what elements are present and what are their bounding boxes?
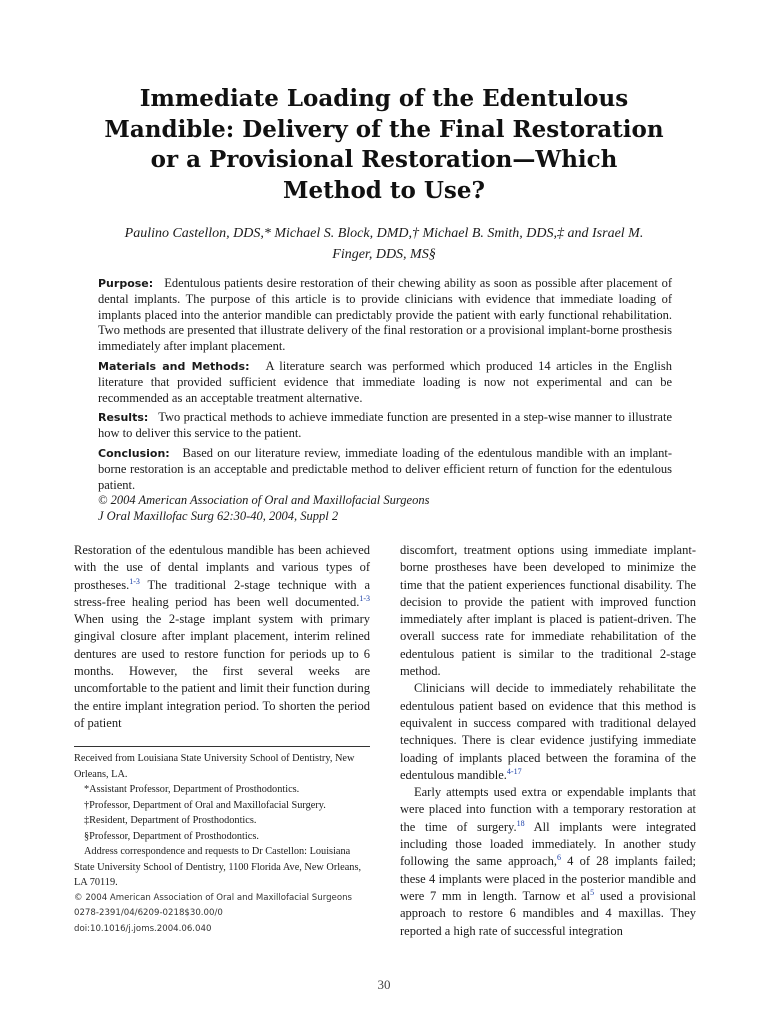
article-title: Immediate Loading of the Edentulous Mandible: Delivery of the Final Restoration or a Provisional Restoration—Which Method to Use? <box>104 85 664 204</box>
body-text: When using the 2-stage implant system with primary gingival closure after implant placement, interim relined dentures are used to restore function for periods up to 6 months. However, the first several weeks are uncomfortable to the patient and limit their function during the entire implant integration period. To shorten the period of patient <box>74 612 370 730</box>
footnote-affiliation: ‡Resident, Department of Prosthodontics. <box>84 815 257 826</box>
body-text: Restoration of the edentulous mandible has been achieved with the use of dental implants and various types of prostheses. <box>74 543 370 592</box>
body-column-left <box>74 542 370 732</box>
abstract-conclusion-heading: Conclusion: <box>98 446 170 460</box>
abstract-results <box>98 410 672 442</box>
reference-link[interactable]: 18 <box>516 818 525 828</box>
abstract-methods <box>98 359 672 406</box>
abstract-conclusion <box>98 446 672 493</box>
footnote-address: Address correspondence and requests to Dr Castellon: Louisiana State University School of Dentistry, 1100 Florida Ave, New Orleans, LA 70119. <box>74 846 362 888</box>
body-text: The traditional 2-stage technique with a stress-free healing period has been well documented. <box>74 577 370 609</box>
footnote-affiliation: §Professor, Department of Prosthodontics. <box>84 830 259 842</box>
reference-link[interactable]: 1-3 <box>359 593 370 603</box>
abstract-methods-heading: Materials and Methods: <box>98 359 250 373</box>
body-text: 4 of 28 implants failed; these 4 implants were placed in the posterior mandible and were 7 mm in length. Tarnow et al <box>400 854 696 903</box>
footnote-issn: 0278-2391/04/6209-0218$30.00/0 <box>74 908 223 918</box>
body-paragraph <box>400 680 696 784</box>
body-text: Early attempts used extra or expendable implants that were placed into function with a temporary restoration at the time of surgery. <box>400 785 696 834</box>
reference-link[interactable]: 4-17 <box>506 766 522 776</box>
journal-citation: J Oral Maxillofac Surg 62:30-40, 2004, Suppl 2 <box>98 509 339 524</box>
body-text: All implants were integrated including those loaded immediately. In another study following the same approach, <box>400 819 696 869</box>
abstract-copyright: © 2004 American Association of Oral and Maxillofacial Surgeons <box>98 493 430 508</box>
body-column-right <box>400 542 696 940</box>
abstract-methods-text: A literature search was performed which produced 14 articles in the English literature that provided sufficient evidence that immediate loading is now not experimental and can be recommended as an acceptable treatment alternative. <box>98 358 673 405</box>
footnote-divider <box>74 746 370 747</box>
reference-link[interactable]: 1-3 <box>129 576 140 586</box>
reference-link[interactable]: 6 <box>557 853 561 863</box>
footnote-copyright: © 2004 American Association of Oral and Maxillofacial Surgeons <box>74 892 353 903</box>
body-text: used a provisional approach to restore 6 mandibles and 4 maxillas. They reported a high rate of successful integration <box>400 888 696 938</box>
footnote-affiliation: †Professor, Department of Oral and Maxillofacial Surgery. <box>84 799 326 811</box>
abstract-purpose-heading: Purpose: <box>98 277 154 290</box>
abstract-purpose <box>98 276 672 355</box>
abstract-results-heading: Results: <box>98 411 149 425</box>
footnote-received: Received from Louisiana State University School of Dentistry, New Orleans, LA. <box>74 753 355 780</box>
footnotes <box>74 751 370 937</box>
abstract-conclusion-text: Based on our literature review, immediate loading of the edentulous mandible with an implant-borne restoration is an acceptable and predictable method to deliver efficient return of function for the edentulous patient. <box>98 445 673 492</box>
abstract-results-text: Two practical methods to achieve immediate function are presented in a step-wise manner to illustrate how to deliver this service to the patient. <box>98 410 672 441</box>
footnote-affiliation: *Assistant Professor, Department of Prosthodontics. <box>84 784 300 795</box>
body-paragraph <box>74 542 370 732</box>
reference-link[interactable]: 5 <box>590 887 595 897</box>
body-paragraph <box>400 784 696 940</box>
footnote-doi[interactable]: doi:10.1016/j.joms.2004.06.040 <box>74 923 212 934</box>
body-paragraph: discomfort, treatment options using immediate implant-borne prostheses have been developed to minimize the time that the patient experiences functional disability. The decision to provide the patient with improved function immediately after implant is placed is patient-driven. The overall success rate for immediate rehabilitation of the edentulous patient is similar to the traditional 2-stage method. <box>400 543 696 679</box>
author-list: Paulino Castellon, DDS,* Michael S. Block, DMD,† Michael B. Smith, DDS,‡ and Israel M. Finger, DDS, MS§ <box>124 226 644 262</box>
page-number: 30 <box>377 977 391 992</box>
body-text: Clinicians will decide to immediately rehabilitate the edentulous patient based on evidence that this method is equivalent in success compared with traditional delayed techniques. There is clear evidence justifying immediate loading of implants placed between the foramina of the edentulous mandible. <box>400 681 696 782</box>
abstract <box>98 276 672 525</box>
abstract-purpose-text: Edentulous patients desire restoration of their chewing ability as soon as possible after placement of dental implants. The purpose of this article is to provide clinicians with evidence that immediate loading of implants placed into the anterior mandible can predictably provide the patient with early functional rehabilitation. Two methods are presented that illustrate delivery of the final restoration or a provisional implant-borne prosthesis immediately after implant placement. <box>98 276 672 354</box>
